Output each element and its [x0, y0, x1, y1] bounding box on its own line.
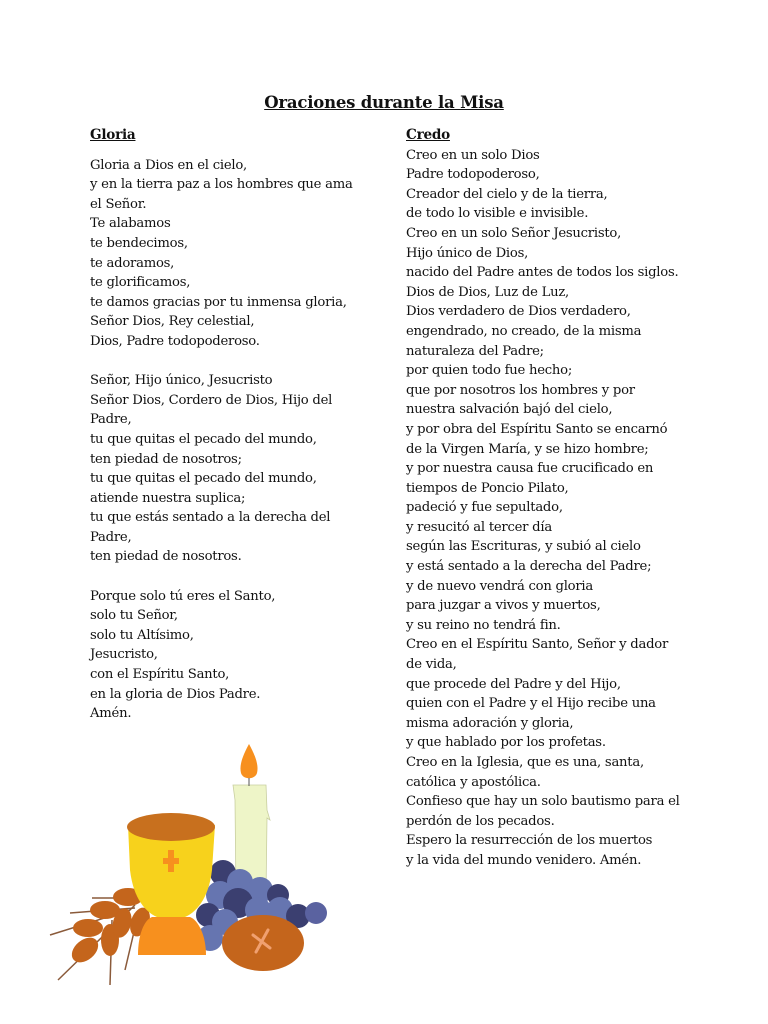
- prayer-line: tu que estás sentado a la derecha del: [90, 510, 331, 526]
- prayer-line: de la Virgen María, y se hizo hombre;: [406, 441, 649, 457]
- prayer-line: católica y apostólica.: [406, 774, 541, 790]
- prayer-line: Creador del cielo y de la tierra,: [406, 186, 608, 202]
- prayer-line: de todo lo visible e invisible.: [406, 206, 589, 222]
- prayer-line: Amén.: [90, 706, 132, 722]
- prayer-line: nacido del Padre antes de todos los siglos.: [406, 265, 679, 281]
- prayer-line: engendrado, no creado, de la misma: [406, 323, 642, 339]
- credo-body: [406, 146, 706, 871]
- prayer-line: padeció y fue sepultado,: [406, 500, 563, 516]
- prayer-line: perdón de los pecados.: [406, 813, 555, 829]
- prayer-line: Jesucristo,: [90, 647, 158, 663]
- prayer-line: Creo en el Espíritu Santo, Señor y dador: [406, 637, 669, 653]
- prayer-line: te damos gracias por tu inmensa gloria,: [90, 294, 347, 310]
- prayer-line: según las Escrituras, y subió al cielo: [406, 539, 641, 555]
- prayer-line: Gloria a Dios en el cielo,: [90, 157, 247, 173]
- prayer-line: atiende nuestra suplica;: [90, 490, 246, 506]
- credo-heading: Credo: [406, 127, 450, 143]
- prayer-line: Dios, Padre todopoderoso.: [90, 333, 260, 349]
- prayer-line: y resucitó al tercer día: [406, 519, 552, 535]
- gloria-heading: Gloria: [90, 127, 136, 143]
- prayer-line: Padre todopoderoso,: [406, 167, 540, 183]
- document-title: Oraciones durante la Misa: [264, 93, 504, 112]
- gloria-stanza-2: [90, 371, 380, 567]
- prayer-line: Señor Dios, Rey celestial,: [90, 314, 255, 330]
- prayer-line: y por nuestra causa fue crucificado en: [406, 461, 654, 477]
- prayer-line: ten piedad de nosotros.: [90, 549, 242, 565]
- prayer-line: Padre,: [90, 529, 132, 545]
- prayer-line: Dios verdadero de Dios verdadero,: [406, 304, 631, 320]
- prayer-line: Señor Dios, Cordero de Dios, Hijo del: [90, 392, 333, 408]
- bread-icon: [222, 915, 304, 971]
- prayer-line: Porque solo tú eres el Santo,: [90, 588, 276, 604]
- prayer-line: solo tu Altísimo,: [90, 627, 194, 643]
- prayer-line: y la vida del mundo venidero. Amén.: [406, 852, 642, 868]
- gloria-stanza-1: [90, 156, 380, 352]
- prayer-line: Confieso que hay un solo bautismo para el: [406, 794, 680, 810]
- prayer-line: Creo en un solo Señor Jesucristo,: [406, 225, 622, 241]
- prayer-line: Creo en un solo Dios: [406, 147, 540, 163]
- prayer-line: te glorificamos,: [90, 275, 191, 291]
- gloria-section: [90, 126, 380, 743]
- wheat-icon: [50, 888, 154, 985]
- prayer-line: con el Espíritu Santo,: [90, 667, 230, 683]
- prayer-line: tiempos de Poncio Pilato,: [406, 480, 569, 496]
- credo-section: [406, 126, 706, 871]
- prayer-line: Dios de Dios, Luz de Luz,: [406, 284, 569, 300]
- eucharist-illustration: [40, 730, 340, 990]
- prayer-line: Hijo único de Dios,: [406, 245, 529, 261]
- prayer-line: y en la tierra paz a los hombres que ama: [90, 177, 353, 193]
- prayer-line: por quien todo fue hecho;: [406, 363, 573, 379]
- prayer-line: que por nosotros los hombres y por: [406, 382, 635, 398]
- prayer-line: que procede del Padre y del Hijo,: [406, 676, 621, 692]
- prayer-line: de vida,: [406, 657, 457, 673]
- prayer-line: Espero la resurrección de los muertos: [406, 833, 653, 849]
- prayer-line: te bendecimos,: [90, 235, 188, 251]
- prayer-line: Te alabamos: [90, 216, 171, 232]
- prayer-line: Creo en la Iglesia, que es una, santa,: [406, 755, 644, 770]
- prayer-line: y está sentado a la derecha del Padre;: [406, 559, 652, 575]
- prayer-line: naturaleza del Padre;: [406, 343, 544, 359]
- prayer-line: y por obra del Espíritu Santo se encarnó: [406, 421, 668, 437]
- gloria-stanza-3: [90, 587, 380, 724]
- prayer-line: y su reino no tendrá fin.: [406, 617, 561, 633]
- prayer-line: te adoramos,: [90, 255, 175, 271]
- prayer-line: ten piedad de nosotros;: [90, 451, 242, 467]
- prayer-line: quien con el Padre y el Hijo recibe una: [406, 696, 656, 712]
- prayer-line: y que hablado por los profetas.: [406, 735, 606, 751]
- prayer-line: y de nuevo vendrá con gloria: [406, 578, 593, 594]
- prayer-line: solo tu Señor,: [90, 608, 178, 624]
- prayer-line: tu que quitas el pecado del mundo,: [90, 431, 317, 447]
- prayer-line: en la gloria de Dios Padre.: [90, 686, 261, 702]
- prayer-line: el Señor.: [90, 196, 147, 212]
- prayer-line: Señor, Hijo único, Jesucristo: [90, 373, 273, 389]
- prayer-line: misma adoración y gloria,: [406, 715, 574, 731]
- prayer-line: para juzgar a vivos y muertos,: [406, 598, 601, 614]
- prayer-line: nuestra salvación bajó del cielo,: [406, 402, 613, 418]
- prayer-line: Padre,: [90, 412, 132, 428]
- prayer-line: tu que quitas el pecado del mundo,: [90, 471, 317, 487]
